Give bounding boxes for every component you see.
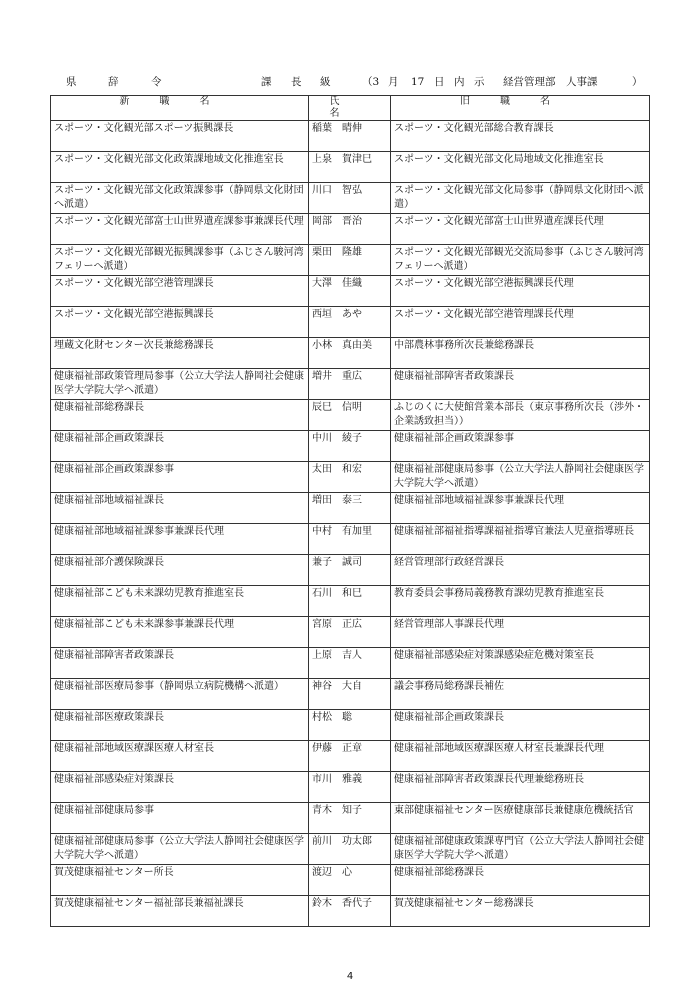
new-post-cell: 埋蔵文化財センター次長兼総務課長 (51, 338, 309, 369)
header-naiji-2: 示 (474, 76, 485, 88)
table-row (51, 121, 650, 152)
table-row (51, 276, 650, 307)
table-row (51, 307, 650, 338)
name-cell: 市川 雅義 (309, 772, 391, 803)
new-post-cell: スポーツ・文化観光部文化政策課地域文化推進室長 (51, 152, 309, 183)
old-post-cell: 東部健康福祉センター医療健康部長兼健康危機統括官 (391, 803, 650, 834)
new-post-cell: 健康福祉部健康局参事（公立大学法人静岡社会健康医学大学院大学へ派遣） (51, 834, 309, 865)
name-cell: 上原 吉人 (309, 648, 391, 679)
old-post-cell: スポーツ・文化観光部空港振興課長代理 (391, 276, 650, 307)
name-cell: 渡辺 心 (309, 865, 391, 896)
header-order: 令 (151, 76, 162, 88)
table-row (51, 834, 650, 865)
table-row (51, 493, 650, 524)
header-day-number: 17 (411, 76, 425, 88)
new-post-cell: 健康福祉部企画政策課長 (51, 431, 309, 462)
table-row (51, 586, 650, 617)
name-cell: 石川 和巳 (309, 586, 391, 617)
old-post-cell: 健康福祉部企画政策課長 (391, 710, 650, 741)
table-row (51, 679, 650, 710)
name-cell: 上泉 賀津巳 (309, 152, 391, 183)
column-header-old-post: 旧職名 (391, 96, 650, 121)
table-row (51, 896, 650, 927)
name-cell: 大澤 佳織 (309, 276, 391, 307)
new-post-cell: 健康福祉部医療政策課長 (51, 710, 309, 741)
header-department: 経営管理部 人事課 (503, 76, 598, 88)
new-post-cell: スポーツ・文化観光部富士山世界遺産課参事兼課長代理 (51, 214, 309, 245)
name-cell: 兼子 誠司 (309, 555, 391, 586)
new-post-cell: 健康福祉部地域福祉課参事兼課長代理 (51, 524, 309, 555)
page-number: 4 (346, 971, 354, 982)
table-row (51, 803, 650, 834)
new-post-cell: 健康福祉部健康局参事 (51, 803, 309, 834)
new-post-cell: 健康福祉部政策管理局参事（公立大学法人静岡社会健康医学大学院大学へ派遣） (51, 369, 309, 400)
name-cell: 辰巳 信明 (309, 400, 391, 431)
old-post-cell: スポーツ・文化観光部文化局地域文化推進室長 (391, 152, 650, 183)
name-cell: 西垣 あや (309, 307, 391, 338)
personnel-table (50, 95, 650, 927)
header-resign: 辞 (108, 76, 119, 88)
header-chief: 長 (291, 76, 302, 88)
table-row (51, 865, 650, 896)
new-post-cell: 健康福祉部地域福祉課長 (51, 493, 309, 524)
header-month: 月 (388, 76, 399, 88)
table-row (51, 400, 650, 431)
header-naiji-1: 内 (454, 76, 465, 88)
new-post-cell: 賀茂健康福祉センター所長 (51, 865, 309, 896)
name-cell: 中村 有加里 (309, 524, 391, 555)
header-date-open: （3 (362, 76, 380, 88)
old-post-cell: スポーツ・文化観光部総合教育課長 (391, 121, 650, 152)
name-cell: 川口 智弘 (309, 183, 391, 214)
new-post-cell: スポーツ・文化観光部空港振興課長 (51, 307, 309, 338)
old-post-cell: 健康福祉部福祉指導課福祉指導官兼法人児童指導班長 (391, 524, 650, 555)
old-post-cell: 健康福祉部企画政策課参事 (391, 431, 650, 462)
name-cell: 増井 重広 (309, 369, 391, 400)
name-cell: 前川 功太郎 (309, 834, 391, 865)
new-post-cell: 健康福祉部こども未来課参事兼課長代理 (51, 617, 309, 648)
name-cell: 太田 和宏 (309, 462, 391, 493)
table-header-row (51, 96, 650, 121)
new-post-cell: 健康福祉部介護保険課長 (51, 555, 309, 586)
name-cell: 岡部 晋治 (309, 214, 391, 245)
old-post-cell: ふじのくに大使館営業本部長（東京事務所次長（渉外・企業誘致担当）） (391, 400, 650, 431)
new-post-cell: 健康福祉部こども未来課幼児教育推進室長 (51, 586, 309, 617)
old-post-cell: 健康福祉部地域福祉課参事兼課長代理 (391, 493, 650, 524)
old-post-cell: スポーツ・文化観光部文化局参事（静岡県文化財団へ派遣） (391, 183, 650, 214)
old-post-cell: 議会事務局総務課長補佐 (391, 679, 650, 710)
new-post-cell: スポーツ・文化観光部空港管理課長 (51, 276, 309, 307)
name-cell: 中川 綾子 (309, 431, 391, 462)
old-post-cell: 経営管理部行政経営課長 (391, 555, 650, 586)
old-post-cell: 健康福祉部地域医療課医療人材室長兼課長代理 (391, 741, 650, 772)
table-body (51, 121, 650, 927)
table-row (51, 431, 650, 462)
new-post-cell: スポーツ・文化観光部スポーツ振興課長 (51, 121, 309, 152)
table-row (51, 555, 650, 586)
new-post-cell: スポーツ・文化観光部観光振興課参事（ふじさん駿河湾フェリーへ派遣） (51, 245, 309, 276)
table-row (51, 648, 650, 679)
name-cell: 栗田 隆雄 (309, 245, 391, 276)
old-post-cell: 教育委員会事務局義務教育課幼児教育推進室長 (391, 586, 650, 617)
old-post-cell: 中部農林事務所次長兼総務課長 (391, 338, 650, 369)
name-cell: 稲葉 晴伸 (309, 121, 391, 152)
column-header-new-post: 新職名 (51, 96, 309, 121)
name-cell: 宮原 正広 (309, 617, 391, 648)
name-cell: 神谷 大自 (309, 679, 391, 710)
header-day: 日 (434, 76, 445, 88)
header-section: 課 (261, 76, 272, 88)
name-cell: 青木 知子 (309, 803, 391, 834)
header-level: 級 (320, 76, 331, 88)
table-row (51, 152, 650, 183)
table-row (51, 214, 650, 245)
old-post-cell: 健康福祉部総務課長 (391, 865, 650, 896)
table-row (51, 462, 650, 493)
old-post-cell: 健康福祉部障害者政策課長 (391, 369, 650, 400)
new-post-cell: スポーツ・文化観光部文化政策課参事（静岡県文化財団へ派遣） (51, 183, 309, 214)
table-row (51, 741, 650, 772)
table-row (51, 245, 650, 276)
name-cell: 小林 真由美 (309, 338, 391, 369)
header-close: ） (632, 76, 643, 88)
table-row (51, 183, 650, 214)
document-header (66, 75, 646, 89)
name-cell: 鈴木 香代子 (309, 896, 391, 927)
old-post-cell: 健康福祉部障害者政策課長代理兼総務班長 (391, 772, 650, 803)
new-post-cell: 賀茂健康福祉センター福祉部長兼福祉課長 (51, 896, 309, 927)
table-row (51, 710, 650, 741)
new-post-cell: 健康福祉部医療局参事（静岡県立病院機構へ派遣） (51, 679, 309, 710)
new-post-cell: 健康福祉部地域医療課医療人材室長 (51, 741, 309, 772)
old-post-cell: 健康福祉部健康政策課専門官（公立大学法人静岡社会健康医学大学院大学へ派遣） (391, 834, 650, 865)
name-cell: 村松 聡 (309, 710, 391, 741)
name-cell: 増田 泰三 (309, 493, 391, 524)
new-post-cell: 健康福祉部障害者政策課長 (51, 648, 309, 679)
header-prefecture: 県 (66, 76, 77, 88)
table-row (51, 524, 650, 555)
old-post-cell: 経営管理部人事課長代理 (391, 617, 650, 648)
old-post-cell: 賀茂健康福祉センター総務課長 (391, 896, 650, 927)
old-post-cell: スポーツ・文化観光部富士山世界遺産課長代理 (391, 214, 650, 245)
table-row (51, 369, 650, 400)
new-post-cell: 健康福祉部企画政策課参事 (51, 462, 309, 493)
old-post-cell: スポーツ・文化観光部観光交流局参事（ふじさん駿河湾フェリーへ派遣） (391, 245, 650, 276)
old-post-cell: 健康福祉部感染症対策課感染症危機対策室長 (391, 648, 650, 679)
old-post-cell: 健康福祉部健康局参事（公立大学法人静岡社会健康医学大学院大学へ派遣） (391, 462, 650, 493)
name-cell: 伊藤 正章 (309, 741, 391, 772)
table-row (51, 772, 650, 803)
table-row (51, 338, 650, 369)
new-post-cell: 健康福祉部総務課長 (51, 400, 309, 431)
table-row (51, 617, 650, 648)
column-header-name: 氏名 (309, 96, 391, 121)
old-post-cell: スポーツ・文化観光部空港管理課長代理 (391, 307, 650, 338)
new-post-cell: 健康福祉部感染症対策課長 (51, 772, 309, 803)
